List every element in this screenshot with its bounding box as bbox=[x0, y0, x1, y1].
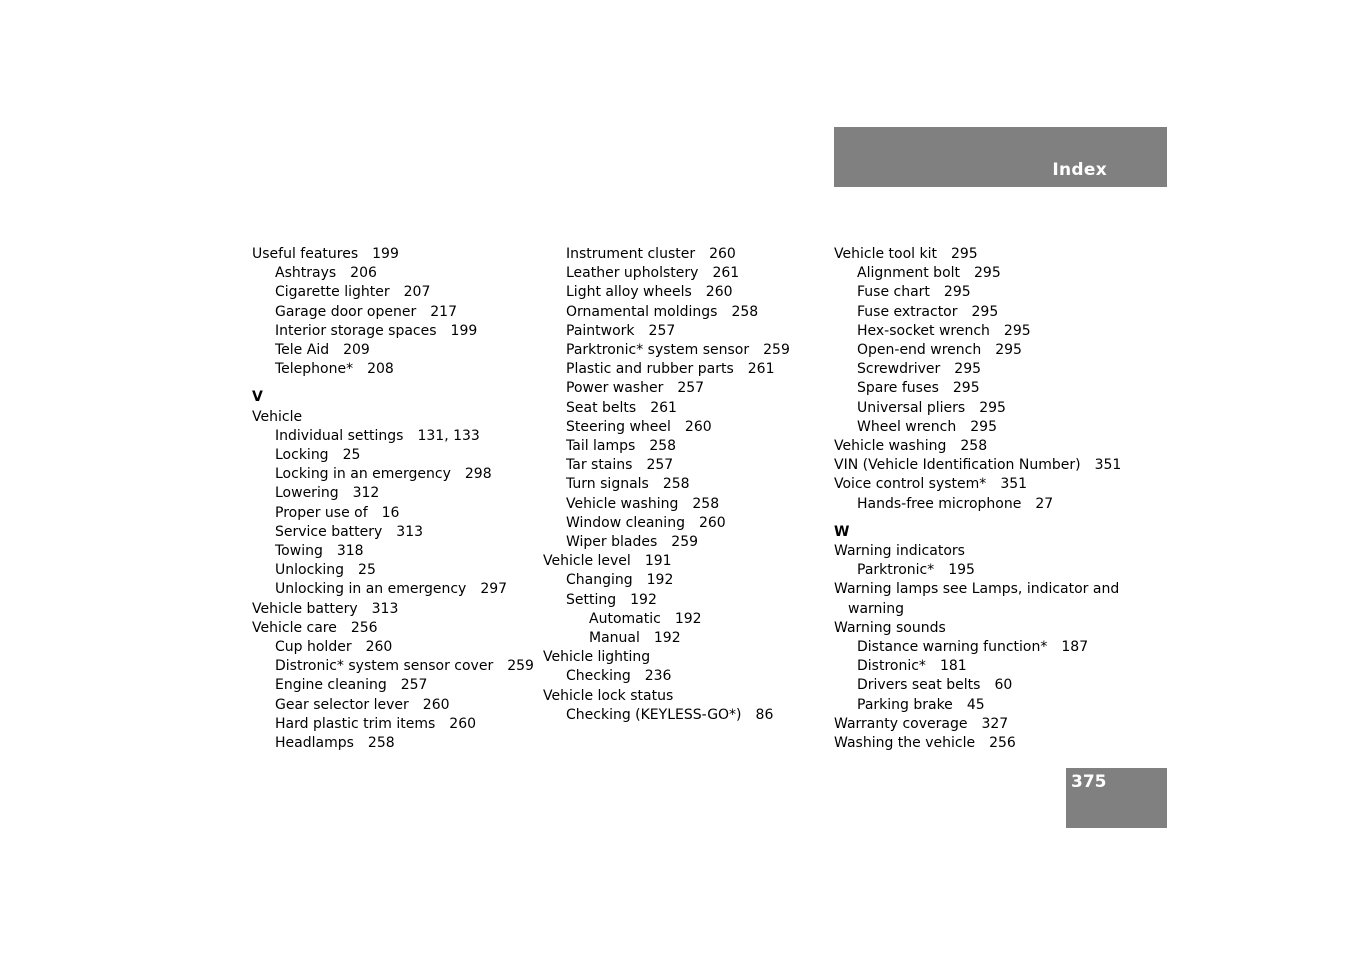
entry-term: Universal pliers bbox=[857, 399, 966, 416]
entry-page-ref: 313 bbox=[371, 600, 399, 617]
entry-page-ref: 261 bbox=[747, 361, 775, 378]
index-entry bbox=[543, 456, 790, 475]
index-entry bbox=[834, 715, 1121, 734]
entry-term: Changing bbox=[566, 572, 633, 589]
entry-term: Useful features bbox=[252, 246, 359, 262]
entry-page-ref: 258 bbox=[731, 303, 759, 320]
entry-term: Fuse extractor bbox=[857, 303, 958, 320]
entry-term: Hands-free microphone bbox=[857, 495, 1022, 512]
entry-page-ref: 27 bbox=[1035, 495, 1054, 512]
entry-term: Service battery bbox=[275, 523, 383, 540]
entry-term: Drivers seat belts bbox=[857, 677, 981, 694]
index-entry bbox=[834, 379, 1121, 398]
entry-term: Steering wheel bbox=[566, 418, 671, 435]
page-number: 375 bbox=[1071, 772, 1107, 792]
index-entry bbox=[252, 619, 534, 638]
entry-term: Locking bbox=[275, 447, 329, 464]
entry-term: Distance warning function* bbox=[857, 639, 1048, 656]
entry-term: Towing bbox=[275, 543, 323, 560]
index-entry bbox=[543, 341, 790, 360]
entry-term: Warning indicators bbox=[834, 543, 965, 560]
page-title: Index bbox=[1052, 160, 1107, 180]
header-bar bbox=[834, 127, 1167, 187]
entry-page-ref: 25 bbox=[358, 562, 376, 579]
index-entry bbox=[252, 561, 534, 580]
entry-page-ref: 318 bbox=[336, 543, 364, 560]
section-letter: V bbox=[252, 389, 263, 406]
index-entry bbox=[252, 542, 534, 561]
entry-page-ref: 351 bbox=[1094, 457, 1122, 474]
entry-term: Lowering bbox=[275, 485, 339, 502]
entry-page-ref: 261 bbox=[712, 265, 740, 282]
entry-term: Headlamps bbox=[275, 735, 354, 752]
entry-term: Gear selector lever bbox=[275, 696, 409, 713]
index-entry bbox=[834, 561, 1121, 580]
index-entry bbox=[252, 264, 534, 283]
entry-page-ref: 298 bbox=[464, 466, 492, 483]
index-entry bbox=[252, 523, 534, 542]
entry-term: Parktronic* bbox=[857, 562, 935, 579]
entry-page-ref: 260 bbox=[698, 514, 726, 531]
entry-term: Parktronic* system sensor bbox=[566, 342, 750, 359]
entry-term: Warranty coverage bbox=[834, 715, 968, 732]
entry-term: Turn signals bbox=[566, 476, 649, 493]
entry-term: Seat belts bbox=[566, 399, 637, 416]
index-entry bbox=[834, 283, 1121, 302]
entry-term: Vehicle battery bbox=[252, 600, 358, 617]
index-entry bbox=[834, 456, 1121, 475]
entry-page-ref: 199 bbox=[372, 246, 399, 262]
index-entry bbox=[834, 322, 1121, 341]
entry-page-ref: 260 bbox=[365, 639, 393, 656]
entry-term: Screwdriver bbox=[857, 361, 941, 378]
index-entry bbox=[543, 283, 790, 302]
index-entry bbox=[543, 629, 790, 648]
entry-term: Leather upholstery bbox=[566, 265, 699, 282]
index-entry bbox=[834, 264, 1121, 283]
index-entry bbox=[543, 264, 790, 283]
entry-page-ref: 295 bbox=[995, 342, 1022, 359]
entry-page-ref: 327 bbox=[981, 715, 1009, 732]
entry-term: Fuse chart bbox=[857, 284, 930, 301]
entry-term: Parking brake bbox=[857, 696, 953, 713]
index-entry bbox=[543, 648, 790, 667]
index-entry bbox=[834, 542, 1121, 561]
entry-page-ref: 256 bbox=[350, 619, 378, 636]
entry-page-ref: 187 bbox=[1061, 639, 1089, 656]
entry-page-ref: 295 bbox=[954, 361, 982, 378]
index-entry bbox=[543, 706, 790, 725]
entry-page-ref: 16 bbox=[381, 504, 400, 521]
entry-page-ref: 295 bbox=[943, 284, 971, 301]
entry-page-ref: 86 bbox=[755, 706, 774, 723]
entry-term: Vehicle tool kit bbox=[834, 246, 937, 262]
index-entry bbox=[543, 245, 790, 264]
entry-page-ref: 295 bbox=[974, 265, 1001, 282]
index-entry bbox=[252, 322, 534, 341]
entry-term: warning bbox=[848, 600, 905, 617]
entry-term: Vehicle care bbox=[252, 619, 337, 636]
index-column-1 bbox=[252, 245, 534, 753]
entry-term: Open-end wrench bbox=[857, 342, 982, 359]
entry-term: Manual bbox=[589, 630, 640, 647]
entry-page-ref: 257 bbox=[400, 677, 428, 694]
index-entry bbox=[252, 446, 534, 465]
index-entry bbox=[252, 283, 534, 302]
entry-term: Wiper blades bbox=[566, 534, 658, 551]
entry-term: Vehicle lock status bbox=[543, 687, 674, 704]
entry-page-ref: 257 bbox=[646, 457, 674, 474]
entry-page-ref: 192 bbox=[653, 630, 681, 647]
entry-page-ref: 191 bbox=[644, 553, 672, 570]
index-entry bbox=[252, 245, 534, 264]
entry-term: Unlocking in an emergency bbox=[275, 581, 467, 598]
entry-term: Unlocking bbox=[275, 562, 345, 579]
entry-page-ref: 260 bbox=[422, 696, 450, 713]
index-entry bbox=[834, 399, 1121, 418]
index-entry bbox=[252, 715, 534, 734]
entry-term: Washing the vehicle bbox=[834, 735, 976, 752]
entry-term: Warning sounds bbox=[834, 619, 946, 636]
entry-term: Tele Aid bbox=[275, 342, 330, 359]
index-entry bbox=[543, 475, 790, 494]
index-column-3 bbox=[834, 245, 1121, 753]
index-entry bbox=[252, 427, 534, 446]
index-entry bbox=[252, 303, 534, 322]
entry-page-ref: 295 bbox=[970, 418, 997, 435]
index-entry bbox=[543, 303, 790, 322]
entry-term: Setting bbox=[566, 591, 617, 608]
entry-term: Distronic* bbox=[857, 658, 926, 675]
entry-page-ref: 258 bbox=[960, 438, 988, 455]
entry-page-ref: 295 bbox=[952, 380, 980, 397]
entry-term: Tail lamps bbox=[566, 438, 636, 455]
entry-page-ref: 181 bbox=[939, 658, 967, 675]
entry-page-ref: 258 bbox=[662, 476, 690, 493]
entry-page-ref: 209 bbox=[343, 342, 370, 359]
entry-page-ref: 260 bbox=[705, 284, 733, 301]
index-entry bbox=[834, 734, 1121, 753]
entry-page-ref: 258 bbox=[367, 735, 395, 752]
entry-term: Vehicle washing bbox=[566, 495, 679, 512]
entry-page-ref: 261 bbox=[650, 399, 677, 416]
entry-page-ref: 236 bbox=[644, 668, 672, 685]
entry-term: Checking bbox=[566, 668, 631, 685]
index-entry bbox=[543, 533, 790, 552]
entry-page-ref: 313 bbox=[396, 523, 424, 540]
index-entry bbox=[834, 341, 1121, 360]
index-entry bbox=[834, 495, 1121, 514]
index-entry bbox=[834, 619, 1121, 638]
index-entry bbox=[543, 591, 790, 610]
entry-page-ref: 25 bbox=[342, 447, 361, 464]
entry-page-ref: 312 bbox=[352, 485, 380, 502]
entry-term: Wheel wrench bbox=[857, 418, 957, 435]
index-entry bbox=[543, 360, 790, 379]
entry-page-ref: 295 bbox=[971, 303, 999, 320]
index-entry bbox=[543, 379, 790, 398]
entry-page-ref: 259 bbox=[507, 658, 534, 675]
entry-term: Engine cleaning bbox=[275, 677, 387, 694]
entry-term: Vehicle lighting bbox=[543, 649, 651, 666]
entry-term: Individual settings bbox=[275, 427, 404, 444]
index-entry bbox=[252, 734, 534, 753]
entry-page-ref: 257 bbox=[677, 380, 705, 397]
index-entry bbox=[543, 571, 790, 590]
entry-term: Cup holder bbox=[275, 639, 352, 656]
entry-page-ref: 60 bbox=[994, 677, 1013, 694]
index-entry bbox=[252, 600, 534, 619]
entry-page-ref: 207 bbox=[403, 284, 431, 301]
index-entry bbox=[252, 504, 534, 523]
entry-term: Locking in an emergency bbox=[275, 466, 451, 483]
entry-term: Vehicle level bbox=[543, 553, 631, 570]
entry-page-ref: 297 bbox=[480, 581, 508, 598]
entry-term: Ornamental moldings bbox=[566, 303, 718, 320]
index-entry bbox=[543, 552, 790, 571]
entry-page-ref: 206 bbox=[350, 265, 377, 282]
index-entry bbox=[834, 638, 1121, 657]
entry-term: Light alloy wheels bbox=[566, 284, 692, 301]
entry-page-ref: 259 bbox=[671, 534, 699, 551]
index-entry bbox=[543, 514, 790, 533]
entry-page-ref: 351 bbox=[1000, 476, 1028, 493]
index-entry bbox=[543, 667, 790, 686]
index-entry bbox=[543, 610, 790, 629]
entry-term: Tar stains bbox=[566, 457, 633, 474]
entry-page-ref: 199 bbox=[450, 322, 478, 339]
entry-term: Interior storage spaces bbox=[275, 322, 437, 339]
index-entry bbox=[543, 687, 790, 706]
entry-term: Automatic bbox=[589, 610, 661, 627]
index-entry bbox=[252, 657, 534, 676]
index-entry bbox=[834, 600, 1121, 619]
index-entry bbox=[543, 418, 790, 437]
index-entry bbox=[834, 580, 1121, 599]
index-entry bbox=[543, 322, 790, 341]
index-entry bbox=[834, 475, 1121, 494]
index-entry bbox=[543, 495, 790, 514]
entry-term: Vehicle bbox=[252, 408, 303, 425]
entry-term: Instrument cluster bbox=[566, 246, 696, 262]
index-entry bbox=[252, 580, 534, 599]
entry-page-ref: 260 bbox=[684, 418, 712, 435]
index-entry bbox=[543, 399, 790, 418]
entry-page-ref: 295 bbox=[1003, 322, 1031, 339]
index-entry bbox=[252, 696, 534, 715]
entry-term: Voice control system* bbox=[834, 476, 987, 493]
entry-term: Spare fuses bbox=[857, 380, 939, 397]
entry-term: Warning lamps see Lamps, indicator and bbox=[834, 581, 1120, 598]
index-entry bbox=[834, 676, 1121, 695]
entry-term: Checking (KEYLESS-GO*) bbox=[566, 706, 742, 723]
index-entry bbox=[834, 696, 1121, 715]
entry-term: Garage door opener bbox=[275, 303, 417, 320]
index-entry bbox=[834, 418, 1121, 437]
entry-page-ref: 208 bbox=[367, 361, 394, 378]
index-entry bbox=[834, 245, 1121, 264]
entry-term: Vehicle washing bbox=[834, 438, 947, 455]
section-letter: W bbox=[834, 523, 850, 540]
page-number-box bbox=[1066, 768, 1167, 828]
index-entry bbox=[252, 408, 534, 427]
entry-term: Window cleaning bbox=[566, 514, 685, 531]
entry-term: Distronic* system sensor cover bbox=[275, 658, 494, 675]
entry-page-ref: 260 bbox=[449, 715, 477, 732]
entry-page-ref: 257 bbox=[648, 322, 676, 339]
entry-term: Cigarette lighter bbox=[275, 284, 390, 301]
entry-page-ref: 131, 133 bbox=[417, 427, 480, 444]
entry-term: Power washer bbox=[566, 380, 664, 397]
entry-term: Hex-socket wrench bbox=[857, 322, 990, 339]
entry-term: Proper use of bbox=[275, 504, 368, 521]
entry-page-ref: 295 bbox=[950, 246, 978, 262]
index-entry bbox=[834, 303, 1121, 322]
entry-page-ref: 195 bbox=[948, 562, 975, 579]
index-entry bbox=[252, 360, 534, 379]
entry-page-ref: 258 bbox=[649, 438, 677, 455]
entry-page-ref: 192 bbox=[674, 610, 702, 627]
entry-page-ref: 295 bbox=[979, 399, 1006, 416]
index-entry bbox=[252, 341, 534, 360]
entry-term: Hard plastic trim items bbox=[275, 715, 436, 732]
index-entry bbox=[834, 657, 1121, 676]
entry-page-ref: 258 bbox=[692, 495, 720, 512]
entry-page-ref: 192 bbox=[646, 572, 674, 589]
entry-page-ref: 259 bbox=[763, 342, 790, 359]
entry-page-ref: 256 bbox=[989, 735, 1016, 752]
entry-page-ref: 45 bbox=[966, 696, 985, 713]
index-entry bbox=[252, 484, 534, 503]
entry-page-ref: 217 bbox=[430, 303, 457, 320]
index-entry bbox=[252, 465, 534, 484]
entry-term: Paintwork bbox=[566, 322, 635, 339]
entry-term: VIN (Vehicle Identification Number) bbox=[834, 457, 1081, 474]
entry-page-ref: 192 bbox=[630, 591, 657, 608]
index-entry bbox=[543, 437, 790, 456]
index-column-2 bbox=[543, 245, 790, 725]
index-entry bbox=[252, 676, 534, 695]
entry-term: Alignment bolt bbox=[857, 265, 961, 282]
entry-term: Telephone* bbox=[275, 361, 354, 378]
index-entry bbox=[834, 360, 1121, 379]
index-entry bbox=[834, 437, 1121, 456]
entry-term: Plastic and rubber parts bbox=[566, 361, 734, 378]
entry-page-ref: 260 bbox=[709, 246, 736, 262]
entry-term: Ashtrays bbox=[275, 265, 337, 282]
index-entry bbox=[252, 638, 534, 657]
